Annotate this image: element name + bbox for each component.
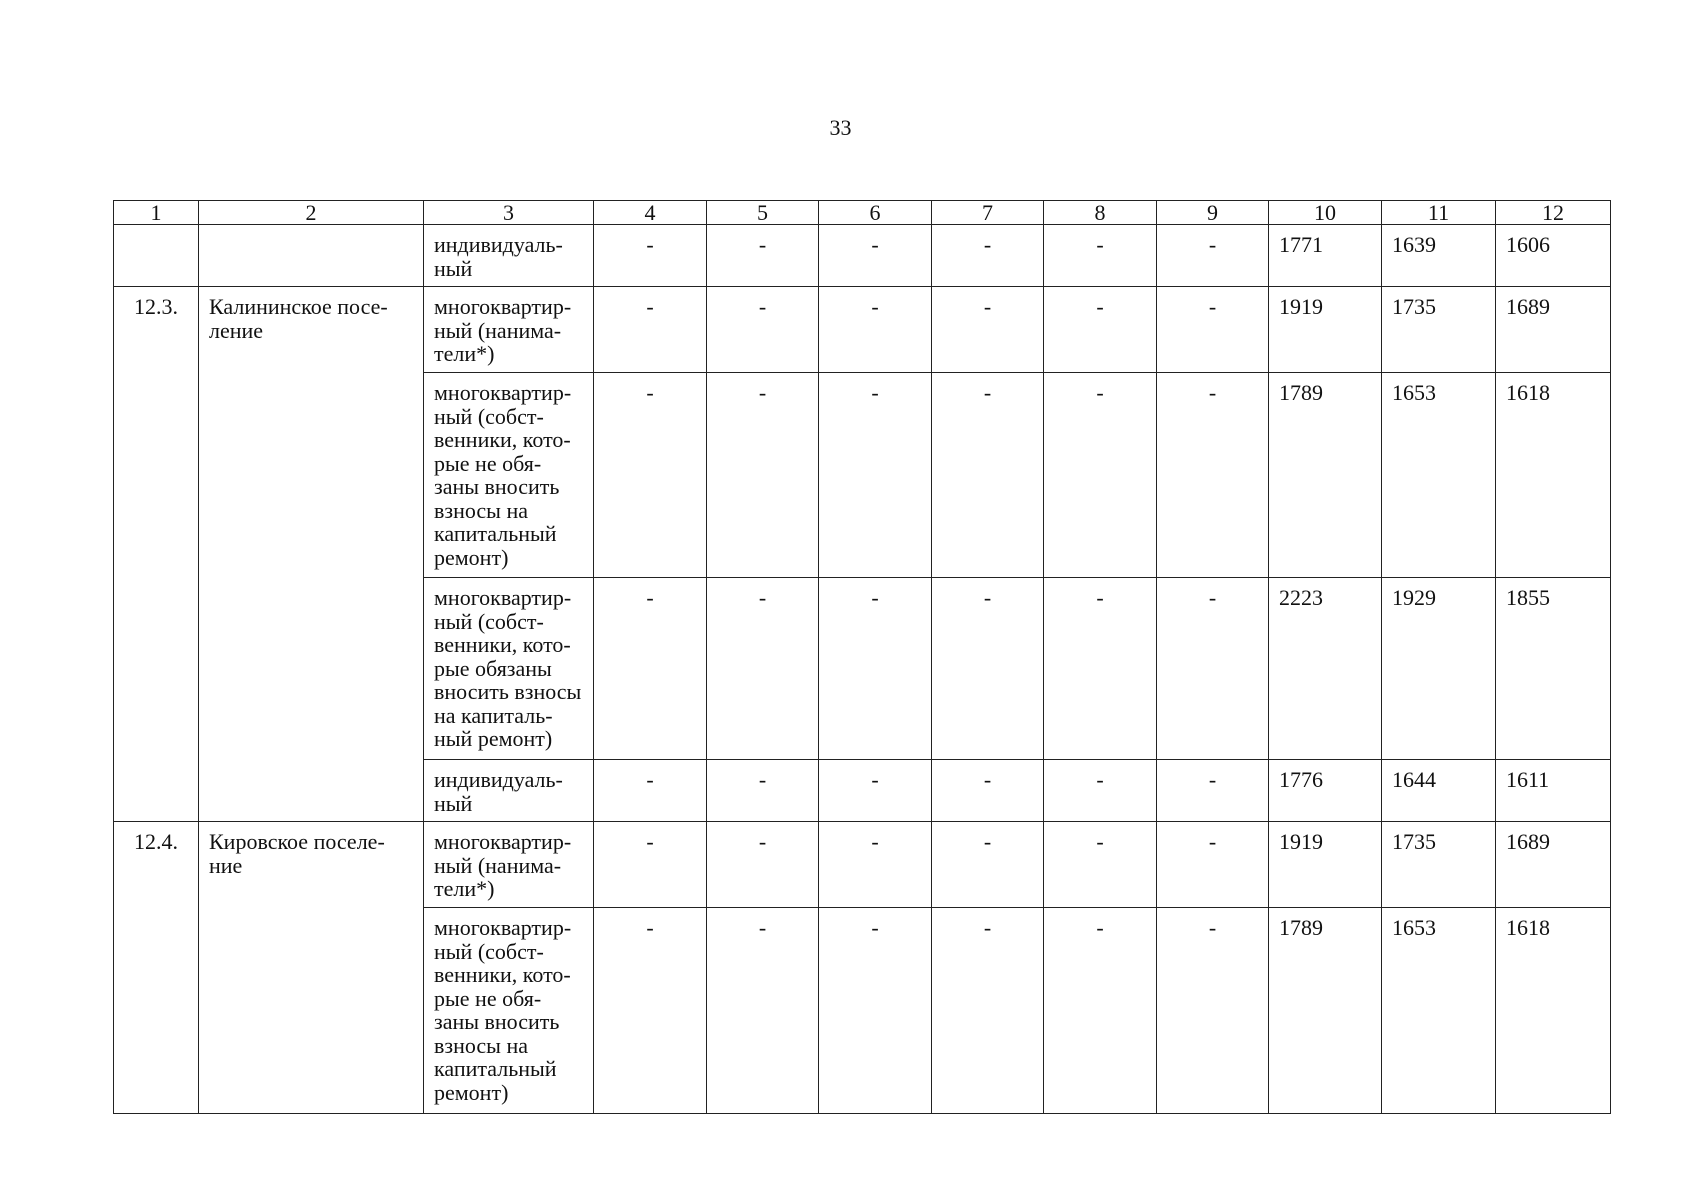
row-number — [114, 225, 199, 287]
value-cell: - — [932, 373, 1044, 578]
value-cell: - — [819, 578, 932, 760]
value-cell-11: 1644 — [1382, 760, 1496, 822]
column-header: 7 — [932, 201, 1044, 225]
settlement-name: Калининское посе- ление — [199, 287, 424, 822]
value-cell-10: 1771 — [1269, 225, 1382, 287]
value-cell-11: 1653 — [1382, 373, 1496, 578]
column-header: 9 — [1157, 201, 1269, 225]
value-cell: - — [594, 225, 707, 287]
column-header: 8 — [1044, 201, 1157, 225]
value-cell: - — [932, 908, 1044, 1114]
page-number: 33 — [829, 115, 852, 140]
value-cell: - — [1044, 225, 1157, 287]
value-cell: - — [932, 822, 1044, 908]
value-cell: - — [819, 908, 932, 1114]
settlement-name — [199, 225, 424, 287]
value-cell: - — [1044, 578, 1157, 760]
value-cell: - — [1157, 822, 1269, 908]
value-cell: - — [1044, 373, 1157, 578]
header-row — [114, 201, 1611, 225]
value-cell: - — [1044, 908, 1157, 1114]
housing-type: многоквартир- ный (собст- венники, кото- рые не обя- заны вносить взносы на капитальный ремонт) — [424, 373, 594, 578]
value-cell-11: 1929 — [1382, 578, 1496, 760]
column-header: 6 — [819, 201, 932, 225]
value-cell: - — [594, 760, 707, 822]
value-cell-12: 1618 — [1496, 908, 1611, 1114]
value-cell: - — [932, 287, 1044, 373]
value-cell: - — [1044, 287, 1157, 373]
housing-type: многоквартир- ный (нанима- тели*) — [424, 822, 594, 908]
value-cell-10: 1919 — [1269, 822, 1382, 908]
column-header: 3 — [424, 201, 594, 225]
table-row — [114, 225, 1611, 287]
value-cell: - — [707, 287, 819, 373]
value-cell-10: 1776 — [1269, 760, 1382, 822]
value-cell: - — [707, 373, 819, 578]
value-cell: - — [594, 578, 707, 760]
column-header: 2 — [199, 201, 424, 225]
value-cell-12: 1606 — [1496, 225, 1611, 287]
housing-type: многоквартир- ный (нанима- тели*) — [424, 287, 594, 373]
column-header: 4 — [594, 201, 707, 225]
value-cell: - — [819, 760, 932, 822]
value-cell-11: 1639 — [1382, 225, 1496, 287]
table-row — [114, 822, 1611, 908]
table-row — [114, 287, 1611, 373]
value-cell-10: 1789 — [1269, 373, 1382, 578]
value-cell-12: 1689 — [1496, 822, 1611, 908]
column-header: 5 — [707, 201, 819, 225]
row-number: 12.4. — [114, 822, 199, 1114]
tariff-table — [113, 200, 1611, 1114]
column-header: 10 — [1269, 201, 1382, 225]
value-cell-11: 1735 — [1382, 287, 1496, 373]
value-cell: - — [707, 578, 819, 760]
value-cell: - — [594, 908, 707, 1114]
value-cell: - — [707, 760, 819, 822]
value-cell: - — [707, 908, 819, 1114]
value-cell: - — [819, 225, 932, 287]
value-cell-10: 1919 — [1269, 287, 1382, 373]
value-cell: - — [819, 287, 932, 373]
value-cell: - — [1157, 225, 1269, 287]
settlement-name: Кировское поселе- ние — [199, 822, 424, 1114]
value-cell: - — [932, 760, 1044, 822]
value-cell-10: 1789 — [1269, 908, 1382, 1114]
value-cell: - — [932, 225, 1044, 287]
housing-type: многоквартир- ный (собст- венники, кото- рые не обя- заны вносить взносы на капитальный ремонт) — [424, 908, 594, 1114]
value-cell: - — [932, 578, 1044, 760]
column-header: 11 — [1382, 201, 1496, 225]
value-cell: - — [594, 287, 707, 373]
value-cell: - — [1157, 908, 1269, 1114]
value-cell-12: 1618 — [1496, 373, 1611, 578]
row-number: 12.3. — [114, 287, 199, 822]
value-cell: - — [1044, 760, 1157, 822]
value-cell: - — [819, 822, 932, 908]
housing-type: индивидуаль- ный — [424, 760, 594, 822]
value-cell: - — [1157, 287, 1269, 373]
value-cell-12: 1855 — [1496, 578, 1611, 760]
value-cell-12: 1689 — [1496, 287, 1611, 373]
value-cell: - — [707, 822, 819, 908]
value-cell: - — [594, 822, 707, 908]
housing-type: многоквартир- ный (собст- венники, кото- рые обязаны вносить взносы на капиталь- ный ремонт) — [424, 578, 594, 760]
value-cell-12: 1611 — [1496, 760, 1611, 822]
housing-type: индивидуаль- ный — [424, 225, 594, 287]
column-header: 1 — [114, 201, 199, 225]
value-cell-11: 1735 — [1382, 822, 1496, 908]
value-cell: - — [707, 225, 819, 287]
column-header: 12 — [1496, 201, 1611, 225]
value-cell: - — [594, 373, 707, 578]
value-cell: - — [1157, 578, 1269, 760]
value-cell: - — [819, 373, 932, 578]
value-cell: - — [1157, 760, 1269, 822]
value-cell: - — [1044, 822, 1157, 908]
value-cell-11: 1653 — [1382, 908, 1496, 1114]
value-cell: - — [1157, 373, 1269, 578]
value-cell-10: 2223 — [1269, 578, 1382, 760]
